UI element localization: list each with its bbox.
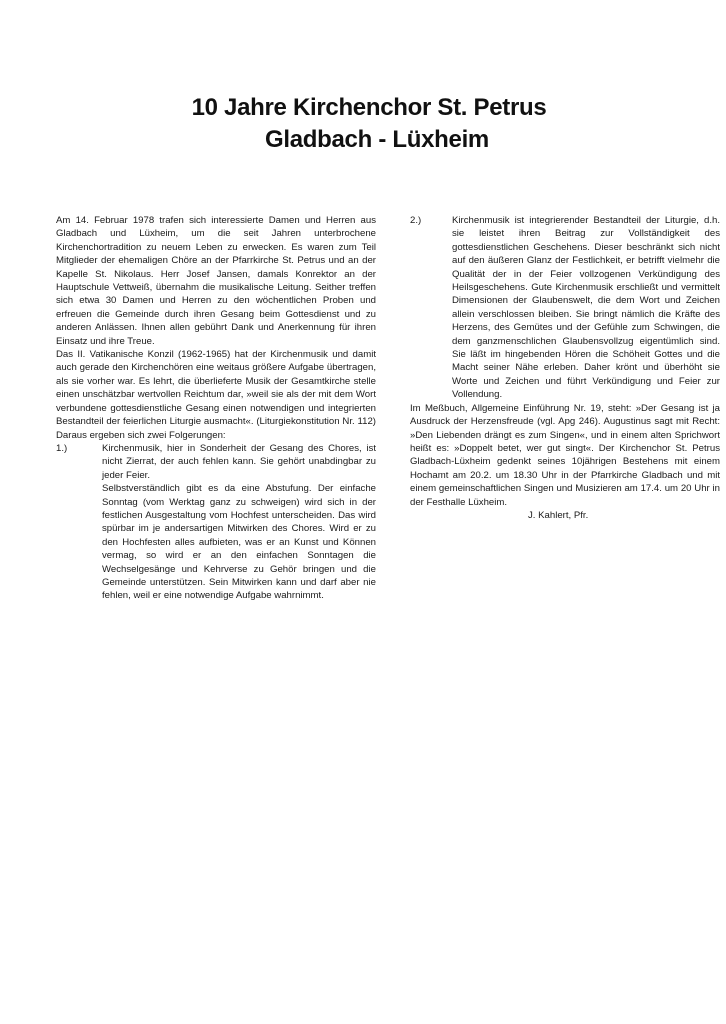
title-line-2: Gladbach - Lüxheim <box>265 126 489 153</box>
item-text: Kirchenmusik, hier in Sonderheit der Gesang des Chores, ist nicht Zierrat, der auch fehlen kann. Sie gehört unabdingbar zu jeder Feier. <box>102 442 376 481</box>
conclusion-item-1 <box>56 442 376 603</box>
intro-paragraph: Am 14. Februar 1978 trafen sich interessierte Damen und Herren aus Gladbach und Lüxheim, um die seit Jahren unterbrochene Kirchenchortradition zu neuem Leben zu erwecken. Es waren zum Teil Mitglieder der ehemaligen Chöre an der Pfarrkirche St. Petrus und an der Kapelle St. Nikolaus. Herr Josef Jansen, damals Konrektor an der Hauptschule Vettweiß, übernahm die musikalische Leitung. Seither treffen sich etwa 30 Damen und Herren zu den wöchentlichen Proben und erfreuen die Gemeinde durch ihren Gesang beim Gottesdienst und zu anderen Anlässen. Ihnen allen gebührt Dank und Anerkennung für ihren Einsatz und ihre Treue. <box>56 215 376 347</box>
item-text: Kirchenmusik ist integrierender Bestandteil der Liturgie, d.h. sie leistet ihren Beitrag zur Vollständigkeit des gottesdienstlichen Geschehens. Dieser beschränkt sich nicht auf den äußeren Glanz der Festlichkeit, er betrifft vielmehr die Qualität der in der Feier vollzogenen Verkündigung des Heilsgeschehens. Gute Kirchenmusik erschließt und vermittelt Dimensionen der Glaubenswelt, die dem Wort und Zeichen allein verschlossen bleiben. Sie bringt nämlich die Kräfte des Herzens, des Gemütes und der Gefühle zum Schwingen, die dem ganzmenschlichen Glaubensvollzug eigentümlich sind. Sie läßt im hingebenden Hören die Schöheit Gottes und die Macht seiner Nähe erleben. Daher krönt und überhöht sie Worte und Zeichen und führt Verkündigung und Feier zur Vollendung. <box>452 215 720 401</box>
signature: J. Kahlert, Pfr. <box>528 509 589 521</box>
conclusion-item-2 <box>410 214 720 402</box>
left-column <box>56 214 376 603</box>
article-header <box>0 92 726 156</box>
item-text-continued: Selbstverständlich gibt es da eine Abstufung. Der einfache Sonntag (vom Werktag ganz zu schweigen) wird sich in der festlichen Ausgestaltung vom Hochfest unterscheiden. Das wird spürbar im je andersartigen Mitwirken des Chores. Wird er zu den Hochfesten alles aufbieten, was er an Kunst und Können vermag, so wird er an den einfachen Sonntagen die Wechselgesänge und Kehrverse zu Gehör bringen und die Gemeinde unterstützen. Sein Mitwirken kann und darf aber nie fehlen, weil er eine notwendige Aufgabe wahrnimmt. <box>102 483 376 602</box>
item-number: 1.) <box>56 442 68 454</box>
right-column <box>410 214 720 522</box>
messbuch-paragraph: Im Meßbuch, Allgemeine Einführung Nr. 19, steht: »Der Gesang ist ja Ausdruck der Herzensfreude (vgl. Apg 246). Augustinus sagt mit Recht: »Den Liebenden drängt es zum Singen«, und in einem alten Sprichwort heißt es: »Doppelt betet, wer gut singt«. Der Kirchenchor St. Petrus Gladbach-Lüxheim gedenkt seines 10jährigen Bestehens mit einem Hochamt am 20.2. um 18.30 Uhr in der Pfarrkirche Gladbach und mit einem gemeinschaftlichen Singen und Musizieren am 17.4. um 20 Uhr in der Festhalle Lüxheim. <box>410 402 720 508</box>
konzil-paragraph: Das II. Vatikanische Konzil (1962-1965) hat der Kirchenmusik und damit auch gerade den Kirchenchören eine weitaus größere Aufgabe übertragen, als sie vorher war. Es lehrt, die überlieferte Musik der Gesamtkirche stelle einen unschätzbar wertvollen Reichtum dar, »weil sie als der mit dem Wort verbundene gottesdienstliche Gesang einen notwendigen und integrierten Bestandteil der feierlichen Liturgie ausmacht«. (Liturgiekonstitution Nr. 112) Daraus ergeben sich zwei Folgerungen: <box>56 349 376 441</box>
title-line-1: 10 Jahre Kirchenchor St. Petrus <box>191 94 547 121</box>
item-number: 2.) <box>410 215 422 226</box>
item-body <box>102 442 376 603</box>
